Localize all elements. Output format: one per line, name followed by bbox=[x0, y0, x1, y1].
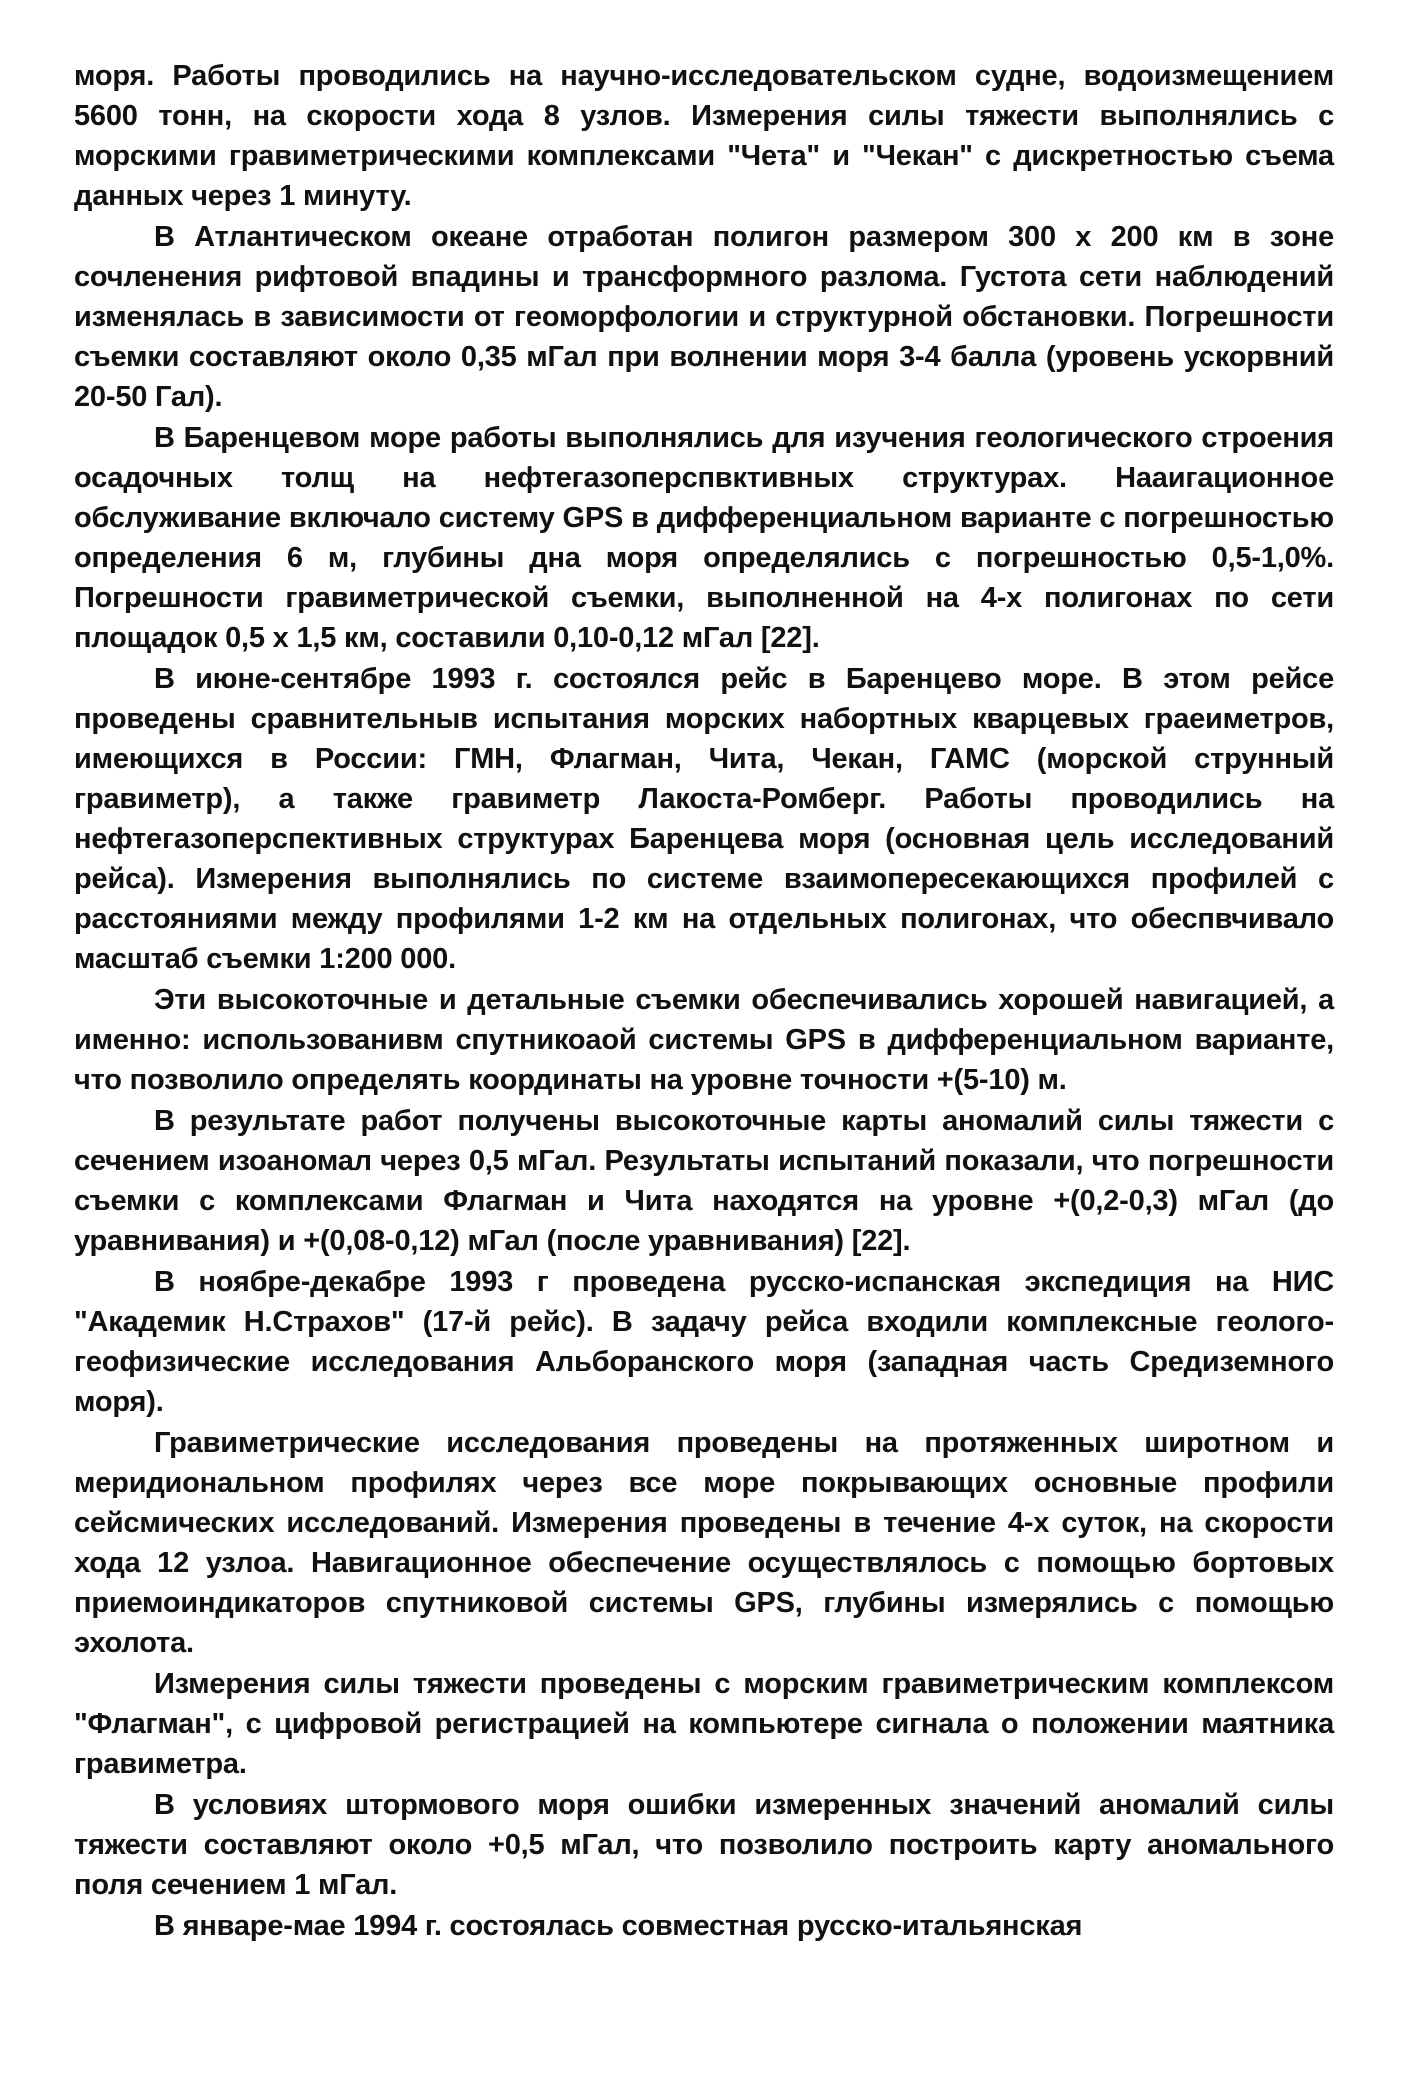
document-page bbox=[74, 56, 1334, 1947]
paragraph-4: В июне-сентябре 1993 г. состоялся рейс в Баренцево море. В этом рейсе проведены сравнительныв испытания морских набортных кварцевых граеиметров, имеющихся в России: ГМН, Флагман, Чита, Чекан, ГАМС (морской струнный гравиметр), а также гравиметр Лакоста-Ромберг. Работы проводились на нефтегазоперспективных структурах Баренцева моря (основная цель исследований рейса). Измерения выполнялись по системе взаимопересекающихся профилей с расстояниями между профилями 1-2 км на отдельных полигонах, что обеспвчивало масштаб съемки 1:200 000. bbox=[74, 663, 1334, 975]
paragraph-8: Гравиметрические исследования проведены на протяженных широтном и меридиональном профилях через все море покрывающих основные профили сейсмических исследований. Измерения проведены в течение 4-х суток, на скорости хода 12 узлоа. Навигационное обеспечение осуществлялось с помощью бортовых приемоиндикаторов спутниковой системы GPS, глубины измерялись с помощью эхолота. bbox=[74, 1427, 1334, 1659]
paragraph-2: В Атлантическом океане отработан полигон размером 300 х 200 км в зоне сочленения рифтовой впадины и трансформного разлома. Густота сети наблюдений изменялась в зависимости от геоморфологии и структурной обстановки. Погрешности съемки составляют около 0,35 мГал при волнении моря 3-4 балла (уровень ускорвний 20-50 Гал). bbox=[74, 221, 1334, 413]
paragraph-6: В результате работ получены высокоточные карты аномалий силы тяжести с сечением изоаномал через 0,5 мГал. Результаты испытаний показали, что погрешности съемки с комплексами Флагман и Чита находятся на уровне +(0,2-0,3) мГал (до уравнивания) и +(0,08-0,12) мГал (после уравнивания) [22]. bbox=[74, 1105, 1334, 1257]
paragraph-11: В январе-мае 1994 г. состоялась совместная русско-итальянская bbox=[154, 1910, 1083, 1942]
paragraph-3: В Баренцевом море работы выполнялись для изучения геологического строения осадочных толщ на нефтегазоперспвктивных структурах. Нааигационное обслуживание включало систему GPS в дифференциальном варианте с погрешностью определения 6 м, глубины дна моря определялись с погрешностью 0,5-1,0%. Погрешности гравиметрической съемки, выполненной на 4-х полигонах по сети площадок 0,5 х 1,5 км, составили 0,10-0,12 мГал [22]. bbox=[74, 422, 1334, 654]
paragraph-7: В ноябре-декабре 1993 г проведена русско-испанская экспедиция на НИС "Академик Н.Страхов" (17-й рейс). В задачу рейса входили комплексные геолого-геофизические исследования Альборанского моря (западная часть Средиземного моря). bbox=[74, 1266, 1334, 1418]
paragraph-5: Эти высокоточные и детальные съемки обеспечивались хорошей навигацией, а именно: использованивм спутникоаой системы GPS в дифференциальном варианте, что позволило определять координаты на уровне точности +(5-10) м. bbox=[74, 984, 1334, 1096]
paragraph-10: В условиях штормового моря ошибки измеренных значений аномалий силы тяжести составляют около +0,5 мГал, что позволило построить карту аномального поля сечением 1 мГал. bbox=[74, 1789, 1334, 1901]
paragraph-9: Измерения силы тяжести проведены с морским гравиметрическим комплексом "Флагман", с цифровой регистрацией на компьютере сигнала о положении маятника гравиметра. bbox=[74, 1668, 1334, 1780]
paragraph-1: моря. Работы проводились на научно-исследовательском судне, водоизмещением 5600 тонн, на скорости хода 8 узлов. Измерения силы тяжести выполнялись с морскими гравиметрическими комплексами "Чета" и "Чекан" с дискретностью съема данных через 1 минуту. bbox=[74, 60, 1334, 212]
